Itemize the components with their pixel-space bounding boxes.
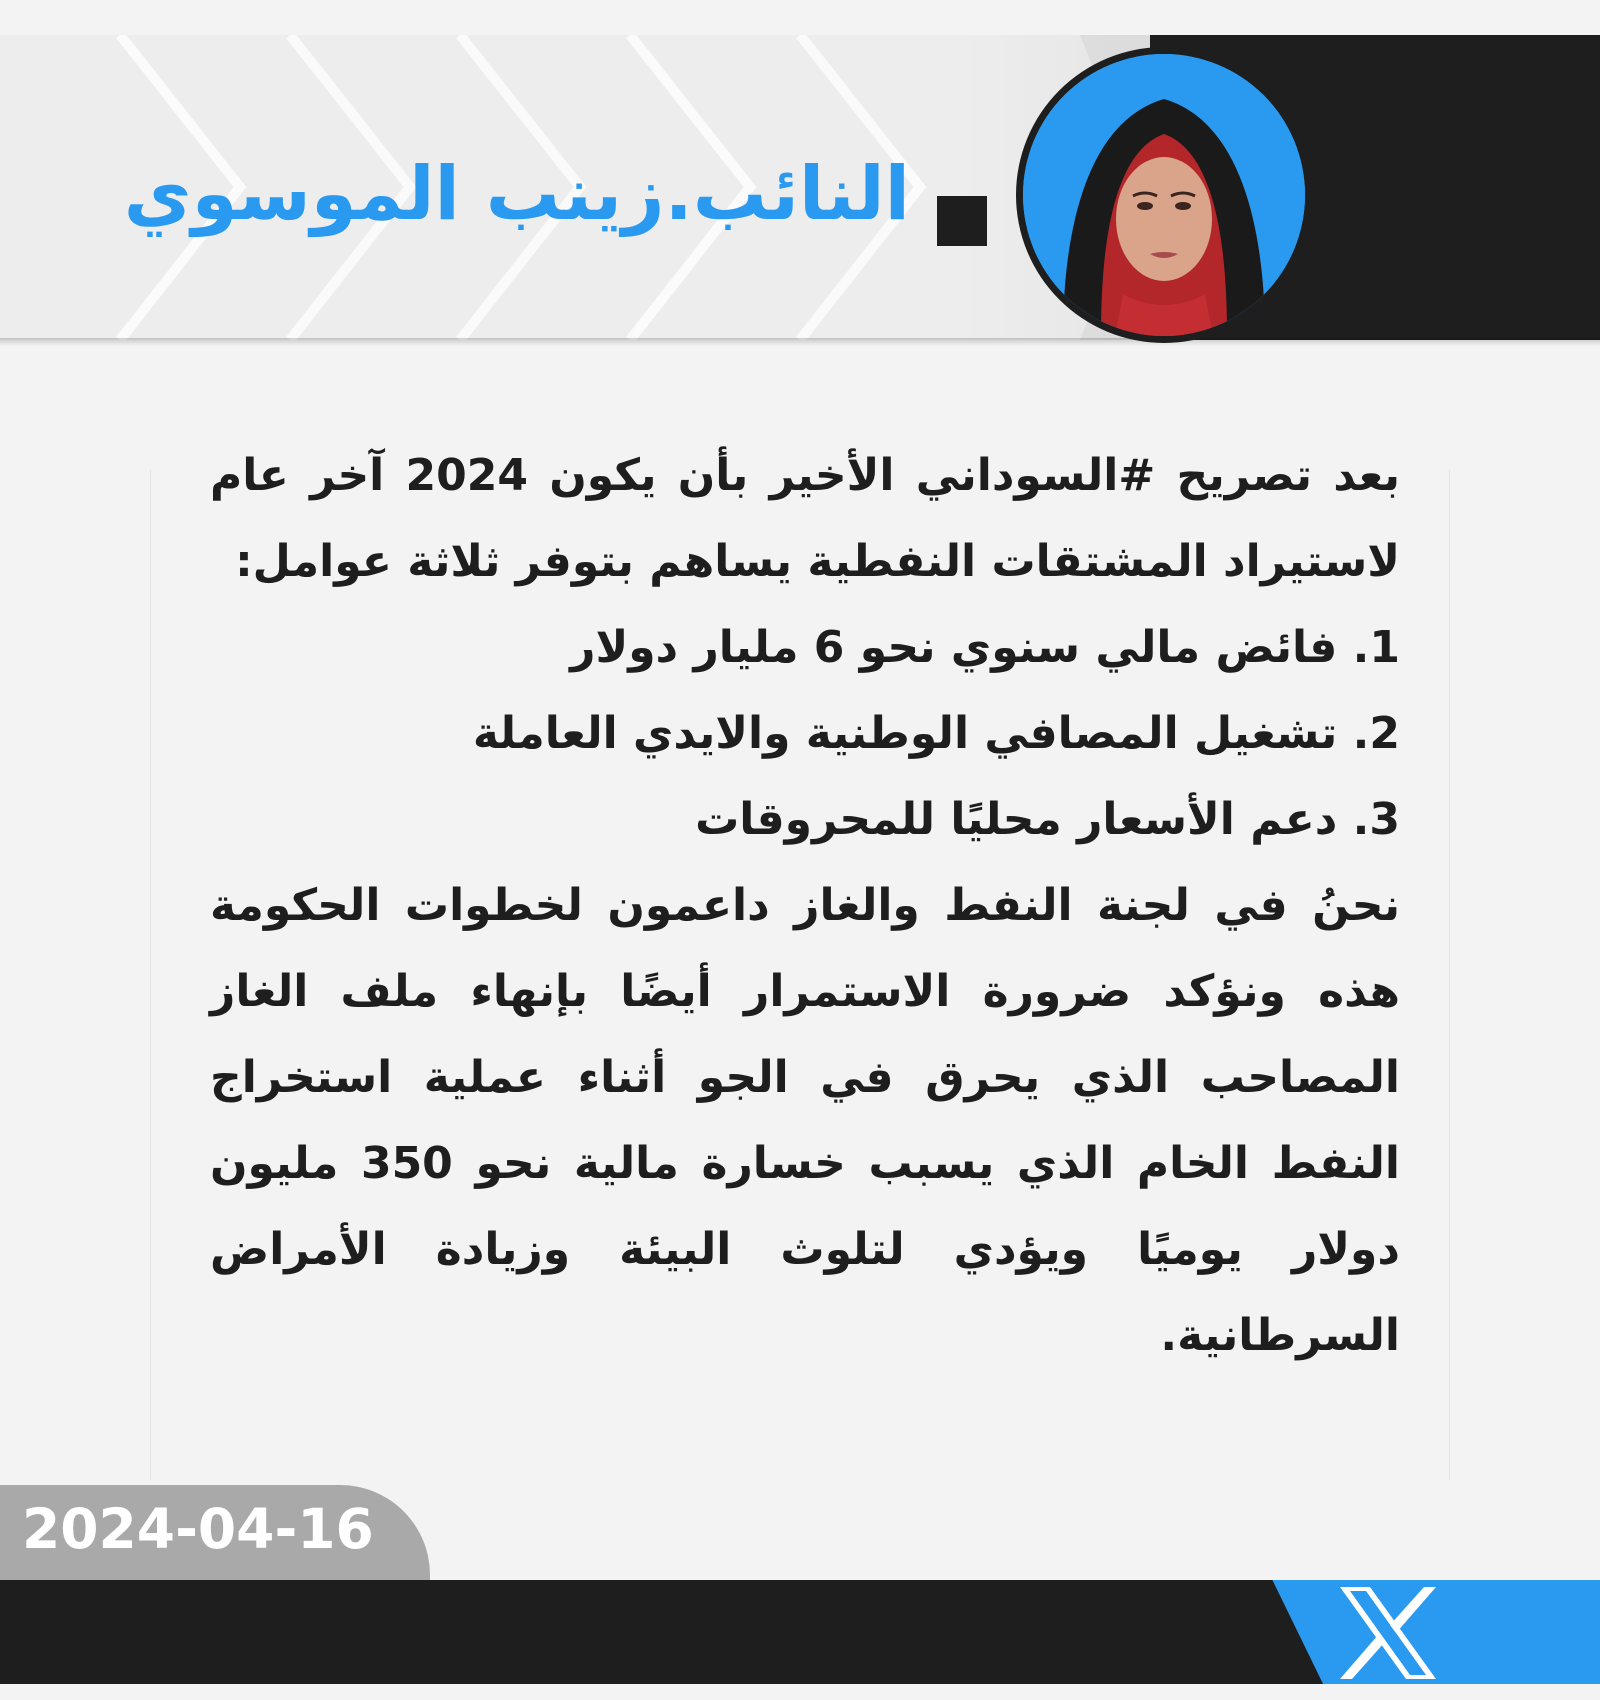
portrait-illustration bbox=[1023, 54, 1305, 336]
x-logo-icon bbox=[1336, 1585, 1440, 1681]
header-shadow bbox=[0, 338, 1600, 346]
list-item: 1. فائض مالي سنوي نحو 6 مليار دولار bbox=[570, 622, 1400, 673]
avatar bbox=[1016, 47, 1312, 343]
list-item: 2. تشغيل المصافي الوطنية والايدي العاملة bbox=[472, 708, 1400, 759]
statement-body bbox=[210, 433, 1400, 1379]
paragraph-intro: بعد تصريح #السوداني الأخير بأن يكون 2024 آخر عام لاستيراد المشتقات النفطية يساهم بتوفر ثلاثة عوامل: bbox=[210, 450, 1400, 587]
paragraph-statement: نحنُ في لجنة النفط والغاز داعمون لخطوات الحكومة هذه ونؤكد ضرورة الاستمرار أيضًا بإنهاء ملف الغاز المصاحب الذي يحرق في الجو أثناء عملية استخراج النفط الخام الذي يسبب خسارة مالية نحو 350 مليون دولار يوميًا ويؤدي لتلوث البيئة وزيادة الأمراض السرطانية. bbox=[210, 880, 1400, 1361]
title-bullet-square bbox=[937, 196, 987, 246]
date-label: 2024-04-16 bbox=[22, 1497, 374, 1561]
list-item: 3. دعم الأسعار محليًا للمحروقات bbox=[695, 794, 1400, 845]
page-title: النائب.زينب الموسوي bbox=[123, 151, 910, 237]
bottom-strip bbox=[0, 1684, 1600, 1700]
portrait-photo bbox=[1023, 54, 1305, 336]
